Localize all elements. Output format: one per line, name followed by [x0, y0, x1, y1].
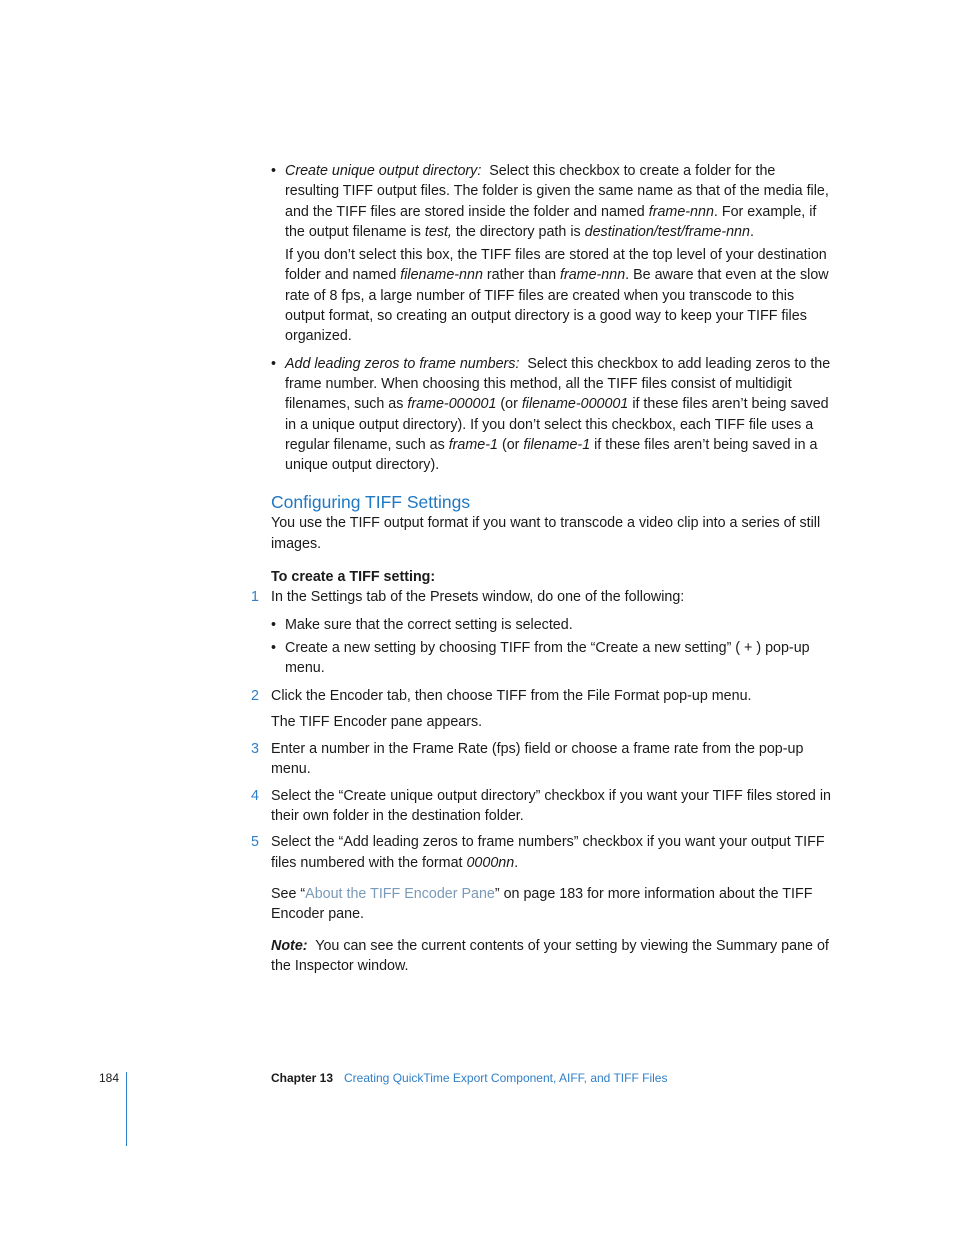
- step-2-result: The TIFF Encoder pane appears.: [271, 713, 483, 730]
- bullet-leading-zeros: [271, 354, 831, 476]
- bullet-continuation: If you don’t select this box, the TIFF files are stored at the top level of your destination folder and named filename-nnn rather than frame-nnn. Be aware that even at the slow rate of 8 fps, a large number of TIFF files are created when you transcode to this output format, so creating an output directory is a good way to keep your TIFF files organized.: [285, 247, 829, 345]
- bullet-marker: •: [271, 639, 277, 656]
- footer-divider: [126, 1072, 127, 1146]
- step-4: [251, 786, 831, 827]
- step-text: In the Settings tab of the Presets window, do one of the following:: [271, 589, 685, 606]
- step-number: 5: [251, 834, 259, 851]
- step-number: 2: [251, 687, 259, 704]
- option-text: Create a new setting by choosing TIFF from the “Create a new setting” ( + ) pop-up menu.: [285, 639, 810, 677]
- note-label: Note:: [271, 937, 308, 954]
- option-text: Make sure that the correct setting is selected.: [285, 616, 573, 633]
- bullet-marker: •: [271, 616, 277, 633]
- step-number: 1: [251, 589, 259, 606]
- bullet-create-unique-directory: [271, 161, 831, 347]
- bullet-marker: •: [271, 355, 277, 372]
- bullet-marker: •: [271, 163, 277, 179]
- step-text: Enter a number in the Frame Rate (fps) field or choose a frame rate from the pop-up menu.: [271, 741, 804, 778]
- step-3: [251, 739, 831, 780]
- step-5: [251, 832, 831, 873]
- task-title: To create a TIFF setting:: [271, 569, 436, 586]
- term: Create unique output directory:: [285, 163, 482, 179]
- step-1-option: [271, 638, 831, 679]
- note-paragraph: Note: You can see the current contents of your setting by viewing the Summary pane of the Inspector window.: [271, 937, 829, 974]
- step-1: [251, 587, 831, 607]
- about-tiff-encoder-pane-link[interactable]: About the TIFF Encoder Pane: [305, 885, 495, 902]
- document-body: [251, 161, 831, 976]
- footer-chapter-label: Chapter 13: [271, 1071, 334, 1085]
- step-number: 3: [251, 741, 259, 758]
- step-text: Select the “Add leading zeros to frame numbers” checkbox if you want your output TIFF files numbered with the format 0000nn.: [271, 834, 825, 871]
- section-heading: Configuring TIFF Settings: [271, 492, 471, 513]
- footer-chapter-title: Creating QuickTime Export Component, AIFF, and TIFF Files: [344, 1071, 668, 1085]
- intro-paragraph: You use the TIFF output format if you want to transcode a video clip into a series of still images.: [271, 515, 821, 552]
- step-2: [251, 686, 831, 706]
- step-1-option: [271, 615, 831, 635]
- page-number: 184: [99, 1071, 120, 1085]
- term: Add leading zeros to frame numbers:: [285, 355, 520, 372]
- step-number: 4: [251, 787, 259, 804]
- step-text: Click the Encoder tab, then choose TIFF from the File Format pop-up menu.: [271, 687, 752, 704]
- bullet-paragraph: Add leading zeros to frame numbers: Select this checkbox to add leading zeros to the frame number. When choosing this method, all the TIFF files consist of multidigit filenames, such as frame-000001 (or filename-000001 if these files aren’t being saved in a unique output directory). If you don’t select this checkbox, each TIFF file uses a regular filename, such as frame-1 (or filename-1 if these files aren’t being saved in a unique output directory).: [285, 355, 831, 474]
- step-text: Select the “Create unique output directory” checkbox if you want your TIFF files stored in their own folder in the destination folder.: [271, 787, 831, 825]
- bullet-paragraph: Create unique output directory: Select this checkbox to create a folder for the resulting TIFF output files. The folder is given the same name as that of the media file, and the TIFF files are stored inside the folder and named frame-nnn. For example, if the output filename is test, the directory path is destination/test/frame-nnn.: [285, 163, 829, 240]
- see-also-paragraph: See “About the TIFF Encoder Pane” on page 183 for more information about the TIFF Encoder pane.: [271, 885, 813, 923]
